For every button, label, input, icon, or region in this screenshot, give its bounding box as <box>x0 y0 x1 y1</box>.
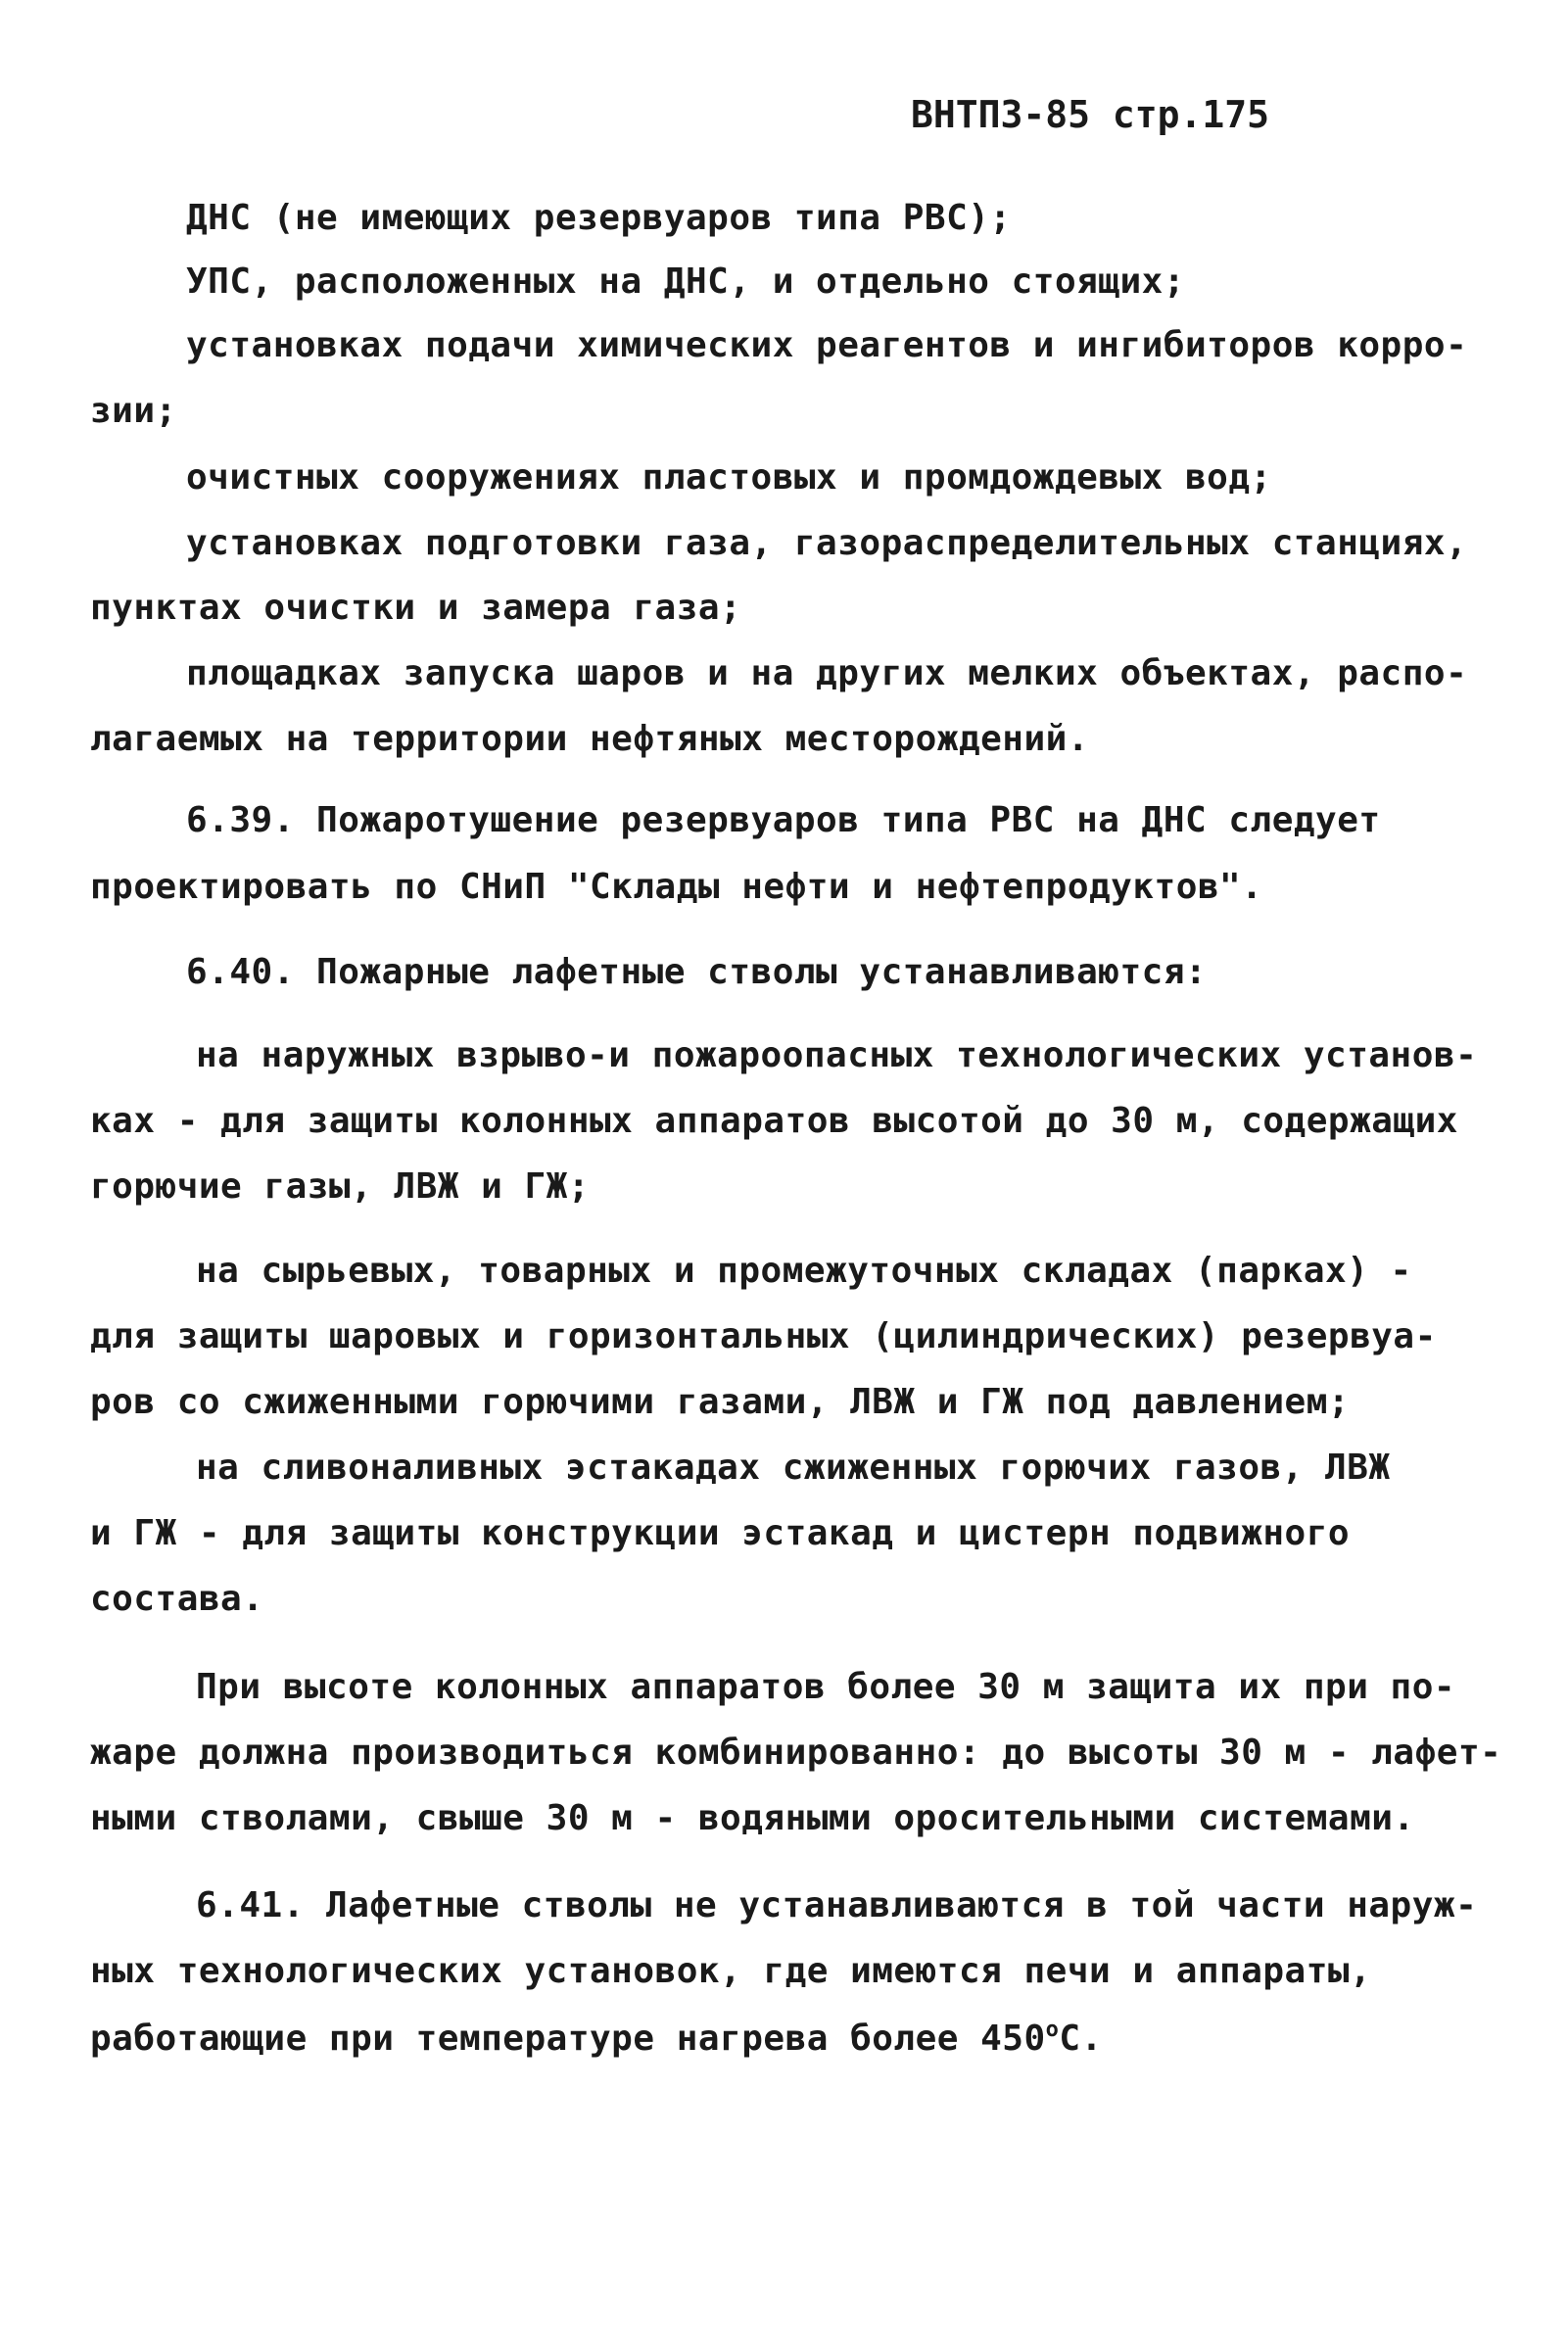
text-line: площадках запуска шаров и на других мелких объектах, распо- <box>186 653 1468 693</box>
text-line: для защиты шаровых и горизонтальных (цилиндрических) резервуа- <box>90 1316 1437 1356</box>
text-line: на сырьевых, товарных и промежуточных складах (парках) - <box>196 1251 1412 1291</box>
text-line: 6.41. Лафетные стволы не устанавливаются в той части наруж- <box>196 1885 1478 1925</box>
text-line: При высоте колонных аппаратов более 30 м защита их при по- <box>196 1667 1456 1707</box>
text-segment: работающие при температуре нагрева более 450 <box>90 2019 1046 2059</box>
text-line: ными стволами, свыше 30 м - водяными оросительными системами. <box>90 1798 1415 1838</box>
degree-superscript: о <box>1045 2018 1060 2042</box>
text-line: 6.40. Пожарные лафетные стволы устанавливаются: <box>186 952 1208 992</box>
text-line-with-superscript <box>90 2019 1103 2057</box>
text-line: ных технологических установок, где имеются печи и аппараты, <box>90 1951 1372 1991</box>
text-segment: С. <box>1059 2019 1103 2059</box>
page-header: ВНТП3-85 стр.175 <box>910 93 1269 136</box>
text-line: состава. <box>90 1579 264 1619</box>
text-line: проектировать по СНиП "Склады нефти и нефтепродуктов". <box>90 867 1263 907</box>
text-line: горючие газы, ЛВЖ и ГЖ; <box>90 1166 590 1207</box>
text-line: ДНС (не имеющих резервуаров типа РВС); <box>186 198 1012 238</box>
text-line: пунктах очистки и замера газа; <box>90 588 742 628</box>
text-line: установках подготовки газа, газораспределительных станциях, <box>186 523 1468 563</box>
text-line: ках - для защиты колонных аппаратов высотой до 30 м, содержащих <box>90 1101 1458 1141</box>
text-line: и ГЖ - для защиты конструкции эстакад и цистерн подвижного <box>90 1513 1351 1553</box>
text-line: жаре должна производиться комбинированно: до высоты 30 м - лафет- <box>90 1733 1502 1773</box>
text-line: установках подачи химических реагентов и ингибиторов корро- <box>186 325 1468 365</box>
text-line: 6.39. Пожаротушение резервуаров типа РВС на ДНС следует <box>186 800 1381 840</box>
text-line: ров со сжиженными горючими газами, ЛВЖ и ГЖ под давлением; <box>90 1382 1351 1422</box>
text-line: на сливоналивных эстакадах сжиженных горючих газов, ЛВЖ <box>196 1448 1391 1488</box>
text-line: лагаемых на территории нефтяных месторождений. <box>90 719 1089 759</box>
text-line: на наружных взрыво-и пожароопасных технологических установ- <box>196 1035 1478 1075</box>
text-line: очистных сооружениях пластовых и промдождевых вод; <box>186 457 1272 498</box>
text-line: зии; <box>90 391 177 431</box>
text-line: УПС, расположенных на ДНС, и отдельно стоящих; <box>186 261 1185 302</box>
